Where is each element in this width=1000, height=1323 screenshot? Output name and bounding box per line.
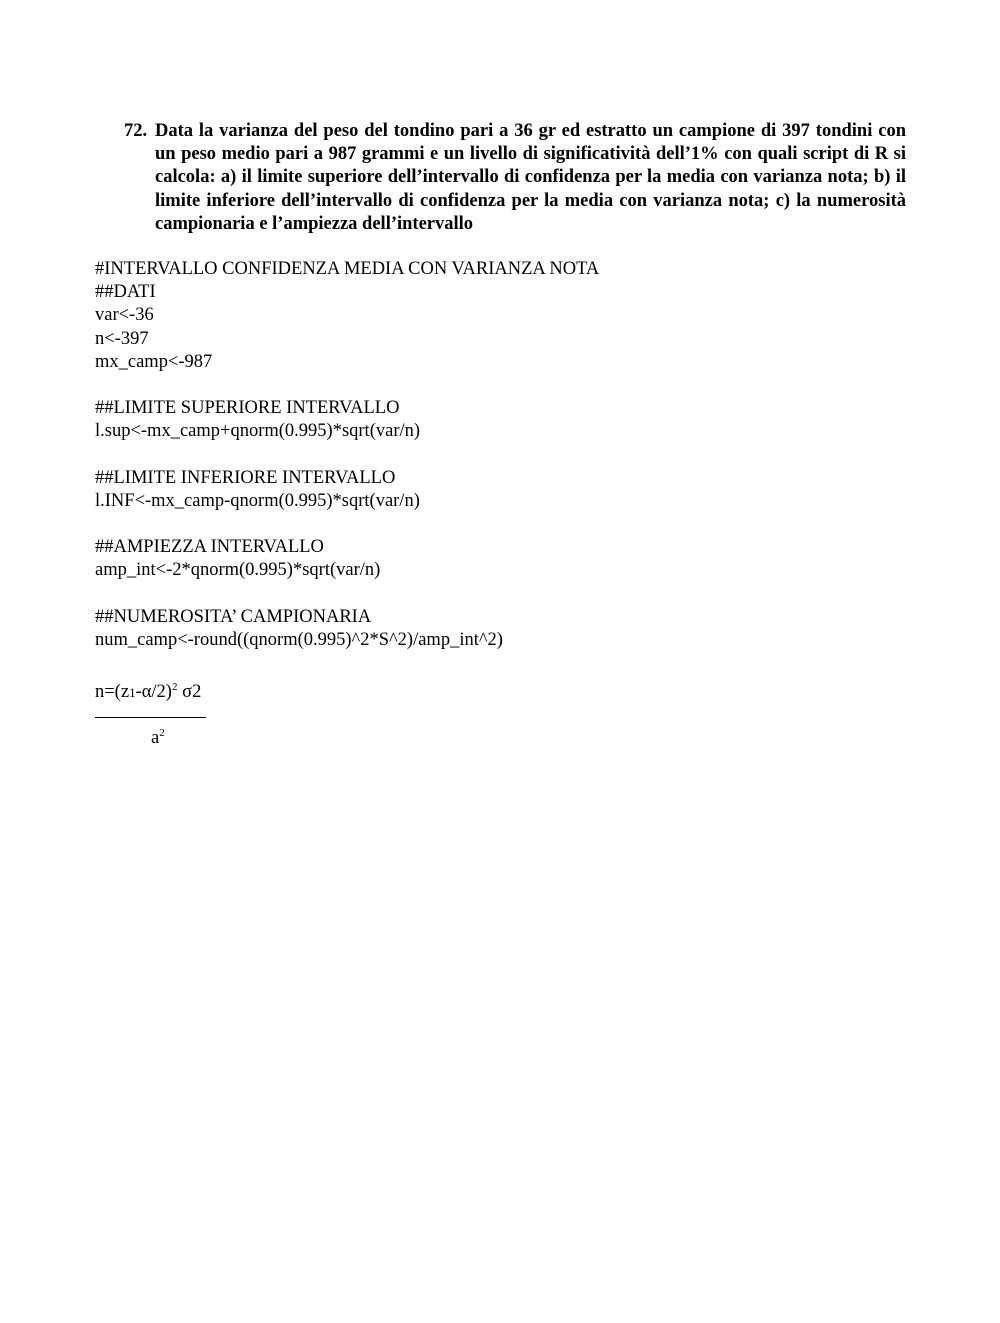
interval-width-header: ##AMPIEZZA INTERVALLO	[95, 537, 324, 558]
dati-header: ##DATI	[95, 282, 156, 303]
denominator-base: a	[151, 728, 160, 748]
spacer	[95, 374, 915, 397]
script-title: #INTERVALLO CONFIDENZA MEDIA CON VARIANZA NOTA	[95, 259, 600, 279]
upper-limit-header: ##LIMITE SUPERIORE INTERVALLO	[95, 398, 400, 419]
lower-limit-line: l.INF<-mx_camp-qnorm(0.995)*sqrt(var/n)	[95, 490, 420, 511]
upper-limit-line: l.sup<-mx_camp+qnorm(0.995)*sqrt(var/n)	[95, 421, 421, 442]
formula-denominator	[151, 722, 165, 750]
var-line: var<-36	[95, 305, 154, 326]
question-number: 72.	[124, 121, 148, 141]
sample-size-formula	[95, 676, 201, 704]
sample-size-line: num_camp<-round((qnorm(0.995)^2*S^2)/amp_int^2)	[95, 630, 503, 650]
question-block	[124, 120, 906, 236]
sample-size-header: ##NUMEROSITA’ CAMPIONARIA	[95, 606, 372, 627]
question-text: Data la varianza del peso del tondino pari a 36 gr ed estratto un campione di 397 tondini con un peso medio pari a 987 grammi e un livello di significatività dell’1% con quali script di R si calcola: a) il limite superiore dell’intervallo di confidenza per la media con varianza nota; b) il limite inferiore dell’intervallo di confidenza per la media con varianza nota; c) la numerosità campionaria e l’ampiezza dell’intervallo	[155, 121, 906, 234]
lower-limit-header: ##LIMITE INFERIORE INTERVALLO	[95, 467, 396, 488]
interval-width-line: amp_int<-2*qnorm(0.995)*sqrt(var/n)	[95, 560, 381, 581]
spacer	[95, 444, 915, 467]
formula-suffix: σ2	[177, 682, 202, 702]
mx-camp-line: mx_camp<-987	[95, 351, 213, 372]
r-script	[95, 258, 915, 652]
denominator-exponent: 2	[159, 727, 165, 739]
n-line: n<-397	[95, 328, 149, 349]
spacer	[95, 583, 915, 606]
formula-subscript: 1	[129, 685, 136, 700]
formula-exponent: 2	[171, 681, 178, 693]
formula-prefix: n=(z	[95, 682, 130, 702]
fraction-bar	[95, 717, 206, 718]
formula-middle: -α/2)	[135, 682, 172, 702]
spacer	[95, 513, 915, 536]
